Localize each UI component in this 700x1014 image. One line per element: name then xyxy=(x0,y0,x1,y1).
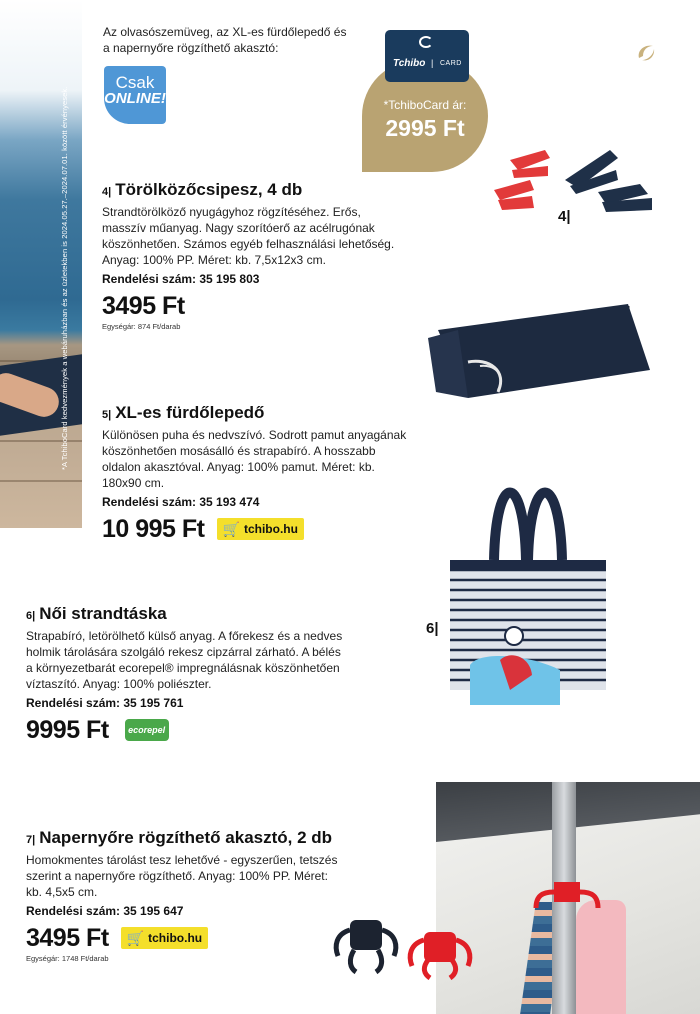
product-number: 7| xyxy=(26,834,36,846)
product-description: Homokmentes tárolást tesz lehetővé - egyszerűen, tetszés szerint a napernyőre rögzíthető. Anyag: 100% PP. Méret: kb. 4,5x5 cm. xyxy=(26,853,338,899)
deck-plank xyxy=(0,440,82,442)
product-number: 4| xyxy=(102,186,112,198)
product-title xyxy=(102,180,402,202)
price-row xyxy=(26,924,346,952)
cart-icon: 🛒 xyxy=(126,929,145,946)
order-number: Rendelési szám: 35 195 803 xyxy=(102,272,260,286)
product-title xyxy=(26,828,346,850)
cart-icon: 🛒 xyxy=(222,520,240,537)
product-description: Különösen puha és nedvszívó. Sodrott pamut anyagának köszönhetően mosásálló és strapabíró. A hosszabb oldalon akasztóval. Anyag: 100% pamut. Méret: kb. 180x90 cm. xyxy=(102,428,407,490)
product-price: 10 995 Ft xyxy=(102,515,205,543)
image-marker-4: 4| xyxy=(558,208,571,225)
image-marker-6: 6| xyxy=(426,620,439,637)
product-item-clips xyxy=(102,180,402,331)
product-title-text: XL-es fürdőlepedő xyxy=(115,403,265,422)
hanging-cloth xyxy=(576,900,626,1014)
product-number: 5| xyxy=(102,409,112,421)
online-only-badge xyxy=(104,66,166,124)
product-title-text: Női strandtáska xyxy=(39,604,167,623)
card-word: CARD xyxy=(440,60,462,67)
validity-note: *A TchiboCard kedvezmények a webáruházban és az üzletekben is 2024.05.27.–2024.07.01. között érvényesek. xyxy=(60,86,69,470)
price-row xyxy=(102,515,412,543)
xl-towel-image xyxy=(428,300,652,400)
tchibo-shop-link[interactable] xyxy=(121,927,208,949)
tchibocard-price: 2995 Ft xyxy=(385,115,465,141)
intro-text: Az olvasószemüveg, az XL-es fürdőlepedő és a napernyőre rögzíthető akasztó: xyxy=(103,25,347,55)
order-number: Rendelési szám: 35 193 474 xyxy=(102,495,260,509)
product-price: 3495 Ft xyxy=(102,292,185,320)
sea-photo xyxy=(0,0,82,528)
product-title xyxy=(102,403,412,425)
deck-plank xyxy=(0,480,82,482)
badge-line2: ONLINE! xyxy=(104,90,166,107)
card-brand: Tchibo xyxy=(393,58,426,69)
product-description: Strapabíró, letörölhető külső anyag. A főrekesz és a nedves holmik tárolására szolgáló rekesz cipzárral zárható. A bélés a környezetbarát ecorepel® impregnálásnak köszönhetően víztaszító. Anyag: 100% poliészter. xyxy=(26,629,343,691)
badge-line1: Csak xyxy=(115,73,155,92)
product-title-text: Törölközőcsipesz, 4 db xyxy=(115,180,303,199)
order-number: Rendelési szám: 35 195 761 xyxy=(26,696,184,710)
tchibo-card-image xyxy=(385,30,469,82)
product-item-beach-bag xyxy=(26,604,346,744)
product-item-umbrella-hook xyxy=(26,828,346,963)
towel-clips-image xyxy=(490,140,670,220)
tchibocard-price-label: *TchiboCard ár: xyxy=(383,98,467,112)
price-row xyxy=(102,292,402,320)
red-hook-on-pole xyxy=(532,882,602,916)
unit-price: Egységár: 1748 Ft/darab xyxy=(26,954,109,963)
product-title xyxy=(26,604,346,626)
product-price: 9995 Ft xyxy=(26,716,109,744)
tchibo-shop-link[interactable] xyxy=(217,518,304,540)
tchibo-bean-icon xyxy=(419,36,433,48)
product-price: 3495 Ft xyxy=(26,924,109,952)
product-number: 6| xyxy=(26,610,36,622)
product-description: Strandtörölköző nyugágyhoz rögzítéséhez. Erős, masszív műanyag. Nagy szorítóerő az acélrugónak köszönhetően. Számos egyéb felhasználási lehetőség. Anyag: 100% PP. Méret: kb. 7,5x12x3 cm. xyxy=(102,205,395,267)
shop-link-text: tchibo.hu xyxy=(243,522,298,536)
unit-price: Egységár: 874 Ft/darab xyxy=(102,322,181,331)
beach-bag-image xyxy=(440,460,610,710)
ecorepel-logo: ecorepel xyxy=(125,719,169,741)
product-title-text: Napernyőre rögzíthető akasztó, 2 db xyxy=(39,828,333,847)
umbrella-hooks-image xyxy=(330,910,490,980)
card-separator: | xyxy=(431,58,434,68)
shop-link-text: tchibo.hu xyxy=(148,931,203,945)
price-row xyxy=(26,716,346,744)
product-item-towel xyxy=(102,403,412,543)
order-number: Rendelési szám: 35 195 647 xyxy=(26,904,184,918)
tchibo-bean-icon xyxy=(633,40,659,66)
